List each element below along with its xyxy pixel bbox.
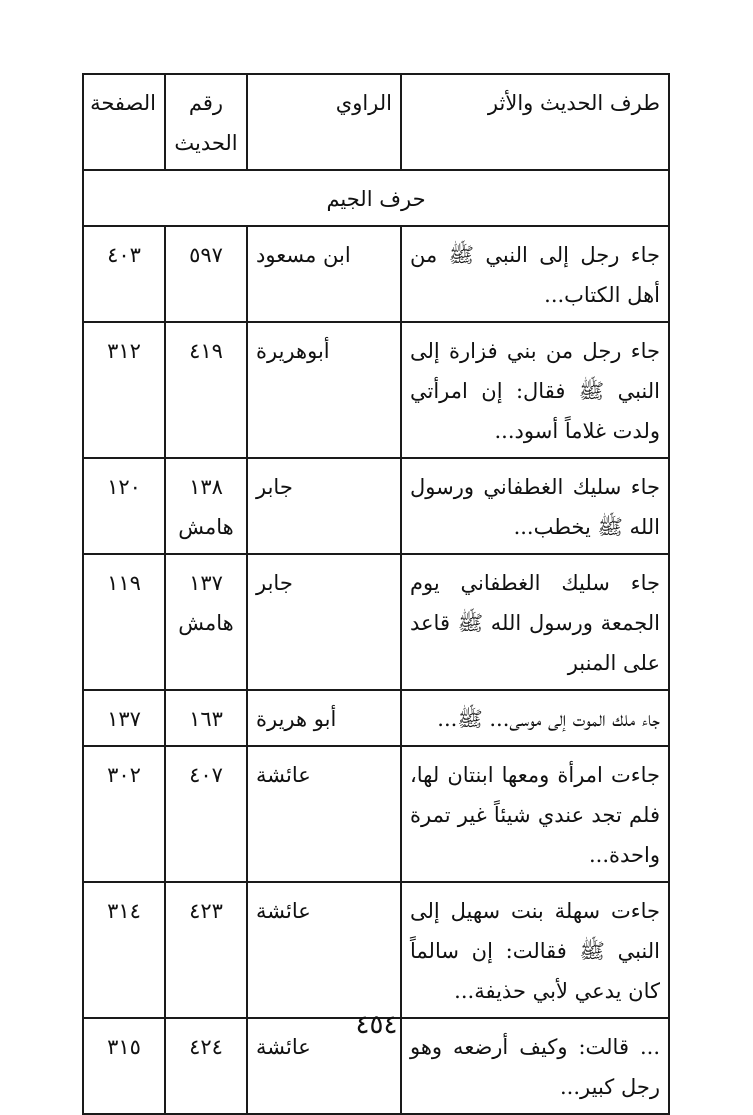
table-row: [83, 322, 669, 458]
header-text: طرف الحديث والأثر: [401, 74, 669, 170]
header-narrator: الراوي: [247, 74, 401, 170]
narrator: ابن مسعود: [247, 226, 401, 322]
hadith-number-value: ٤٠٧: [189, 763, 223, 787]
hadith-number: [165, 690, 247, 746]
narrator: أبو هريرة: [247, 690, 401, 746]
section-title: حرف الجيم: [83, 170, 669, 226]
narrator: جابر: [247, 554, 401, 690]
hadith-number-value: ١٣٨: [189, 475, 223, 499]
hadith-number-value: ٤١٩: [189, 339, 223, 363]
table-row: [83, 554, 669, 690]
table-row: [83, 746, 669, 882]
hadith-number: [165, 882, 247, 1018]
hadith-index-table: [82, 73, 670, 1115]
hadith-number: [165, 554, 247, 690]
hadith-number-value: ٤٢٤: [189, 1035, 223, 1059]
page-ref: ١٣٧: [83, 690, 165, 746]
section-row: [83, 170, 669, 226]
footnote-marker: هامش: [178, 515, 234, 539]
hadith-text: جاء رجل من بني فزارة إلى النبي ﷺ فقال: إن امرأتي ولدت غلاماً أسود...: [401, 322, 669, 458]
hadith-number-value: ١٣٧: [189, 571, 223, 595]
page-ref: ١١٩: [83, 554, 165, 690]
page-number: ٤٥٤: [355, 1010, 398, 1040]
narrator: أبوهريرة: [247, 322, 401, 458]
table-row: [83, 690, 669, 746]
table-row: [83, 458, 669, 554]
hadith-text: جاء ملك الموت إلى موسى... ﷺ...: [401, 690, 669, 746]
header-page: الصفحة: [83, 74, 165, 170]
page-ref: ٣١٥: [83, 1018, 165, 1114]
footnote-marker: هامش: [178, 611, 234, 635]
hadith-number-value: ٤٢٣: [189, 899, 223, 923]
hadith-text: جاءت سهلة بنت سهيل إلى النبي ﷺ فقالت: إن سالماً كان يدعي لأبي حذيفة...: [401, 882, 669, 1018]
page-ref: ٣١٤: [83, 882, 165, 1018]
hadith-text: جاءت امرأة ومعها ابنتان لها، فلم تجد عندي شيئاً غير تمرة واحدة...: [401, 746, 669, 882]
narrator: عائشة: [247, 746, 401, 882]
table-row: [83, 226, 669, 322]
hadith-text: جاء سليك الغطفاني يوم الجمعة ورسول الله ﷺ قاعد على المنبر: [401, 554, 669, 690]
page-ref: ٤٠٣: [83, 226, 165, 322]
hadith-number: [165, 226, 247, 322]
hadith-text: جاء سليك الغطفاني ورسول الله ﷺ يخطب...: [401, 458, 669, 554]
table-row: [83, 882, 669, 1018]
hadith-number-value: ١٦٣: [189, 707, 223, 731]
narrator: عائشة: [247, 1018, 401, 1114]
page-ref: ٣٠٢: [83, 746, 165, 882]
header-hadith-number: رقم الحديث: [165, 74, 247, 170]
narrator: عائشة: [247, 882, 401, 1018]
hadith-text: ... قالت: وكيف أرضعه وهو رجل كبير...: [401, 1018, 669, 1114]
narrator: جابر: [247, 458, 401, 554]
hadith-number: [165, 458, 247, 554]
header-row: [83, 74, 669, 170]
hadith-text: جاء رجل إلى النبي ﷺ من أهل الكتاب...: [401, 226, 669, 322]
hadith-number-value: ٥٩٧: [189, 243, 223, 267]
page-ref: ٣١٢: [83, 322, 165, 458]
page-ref: ١٢٠: [83, 458, 165, 554]
hadith-number: [165, 746, 247, 882]
hadith-number: [165, 322, 247, 458]
